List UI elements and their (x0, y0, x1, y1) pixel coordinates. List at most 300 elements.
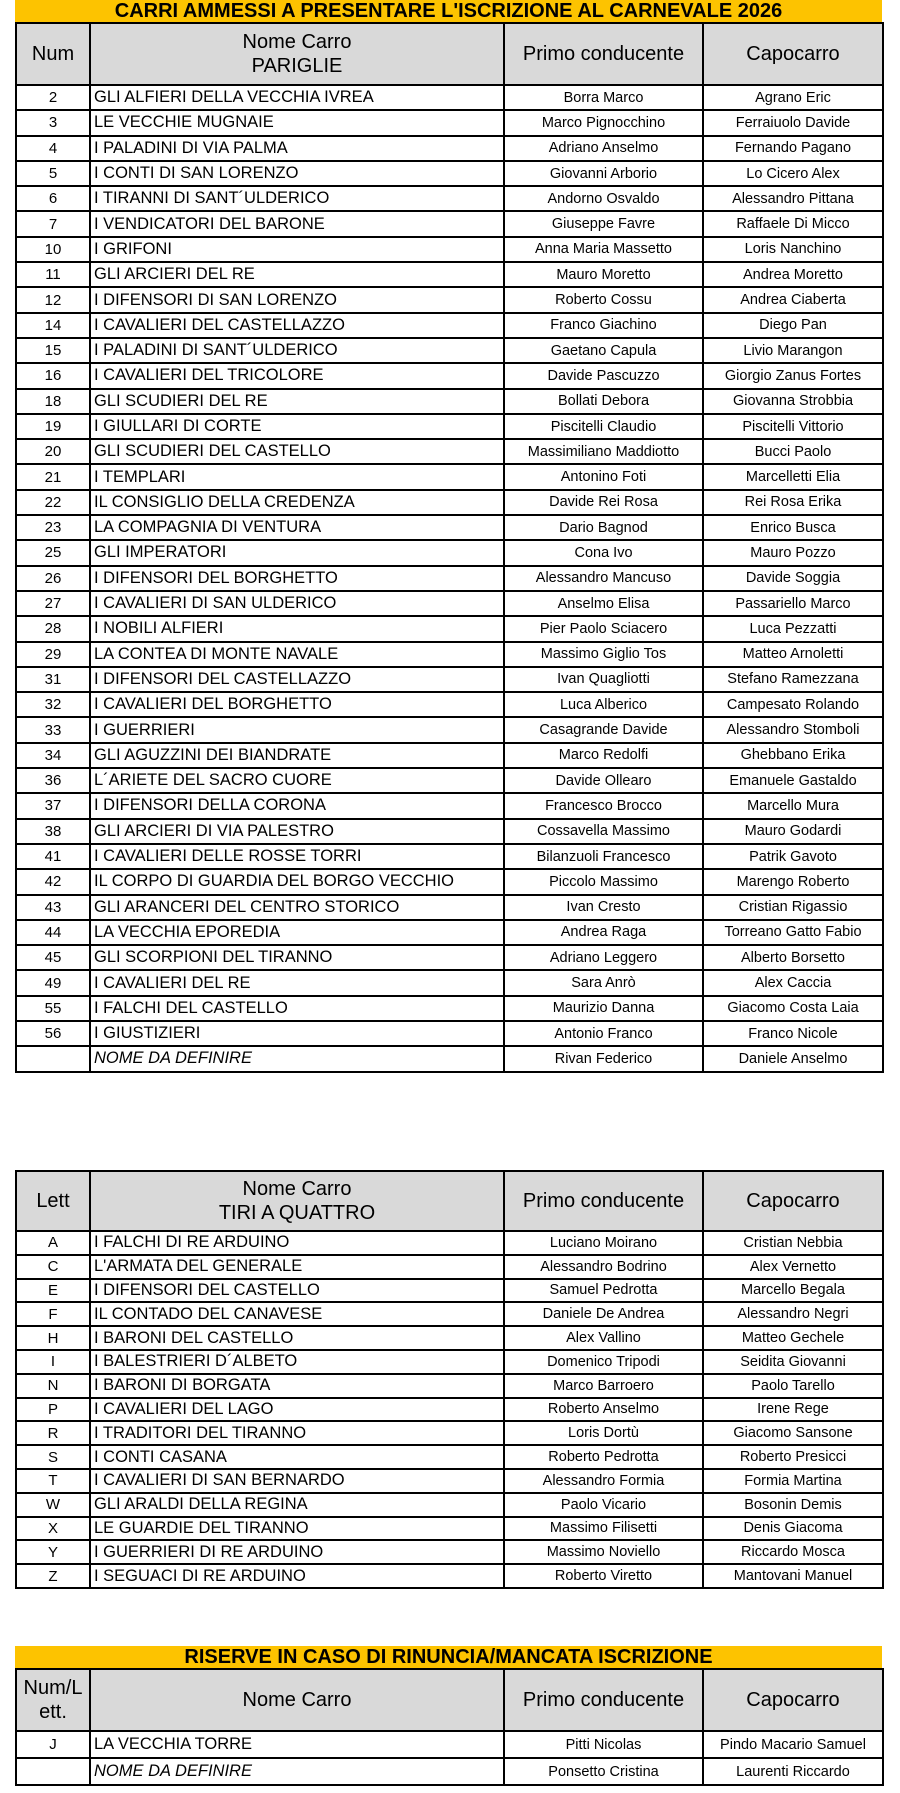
table-row (16, 1469, 883, 1493)
row-num: E (16, 1279, 90, 1303)
row-driver: Francesco Brocco (504, 793, 703, 818)
row-name: GLI SCORPIONI DEL TIRANNO (90, 945, 504, 970)
row-num: R (16, 1421, 90, 1445)
row-captain: Matteo Arnoletti (703, 642, 883, 667)
row-num: 56 (16, 1021, 90, 1046)
row-name: I CONTI DI SAN LORENZO (90, 161, 504, 186)
pariglie-table (15, 22, 884, 1073)
driver-header: Primo conducente (504, 1669, 703, 1731)
row-driver: Daniele De Andrea (504, 1302, 703, 1326)
row-driver: Marco Barroero (504, 1374, 703, 1398)
table-row (16, 945, 883, 970)
row-name: I CAVALIERI DEL RE (90, 970, 504, 995)
table-row (16, 161, 883, 186)
row-num: 55 (16, 996, 90, 1021)
row-name: I CAVALIERI DELLE ROSSE TORRI (90, 844, 504, 869)
row-name: LA VECCHIA TORRE (90, 1731, 504, 1758)
captain-header: Capocarro (703, 1171, 883, 1231)
row-num: 45 (16, 945, 90, 970)
name-header (90, 23, 504, 85)
row-name: I BALESTRIERI D´ALBETO (90, 1350, 504, 1374)
table-row (16, 313, 883, 338)
table-row (16, 1326, 883, 1350)
row-captain: Laurenti Riccardo (703, 1758, 883, 1785)
row-name: LA CONTEA DI MONTE NAVALE (90, 642, 504, 667)
table-row (16, 1445, 883, 1469)
row-captain: Marcello Begala (703, 1279, 883, 1303)
row-name: GLI ARCIERI DI VIA PALESTRO (90, 819, 504, 844)
row-num: Y (16, 1540, 90, 1564)
row-driver: Casagrande Davide (504, 717, 703, 742)
row-num: 22 (16, 490, 90, 515)
row-driver: Alessandro Bodrino (504, 1255, 703, 1279)
tiri-table (15, 1170, 884, 1589)
row-num: 36 (16, 768, 90, 793)
table-row (16, 743, 883, 768)
table-row (16, 768, 883, 793)
row-name: I FALCHI DEL CASTELLO (90, 996, 504, 1021)
row-driver: Anselmo Elisa (504, 591, 703, 616)
row-num: 31 (16, 667, 90, 692)
row-num: P (16, 1398, 90, 1422)
row-driver: Massimo Noviello (504, 1540, 703, 1564)
row-captain: Marcello Mura (703, 793, 883, 818)
row-name: I PALADINI DI VIA PALMA (90, 136, 504, 161)
row-name: I CAVALIERI DI SAN ULDERICO (90, 591, 504, 616)
row-driver: Massimo Giglio Tos (504, 642, 703, 667)
row-num: X (16, 1517, 90, 1541)
row-driver: Bollati Debora (504, 389, 703, 414)
table-row (16, 338, 883, 363)
row-captain: Mantovani Manuel (703, 1564, 883, 1588)
row-captain: Riccardo Mosca (703, 1540, 883, 1564)
row-driver: Luciano Moirano (504, 1231, 703, 1255)
table-row (16, 566, 883, 591)
table-row (16, 363, 883, 388)
row-captain: Lo Cicero Alex (703, 161, 883, 186)
row-driver: Adriano Leggero (504, 945, 703, 970)
row-captain: Livio Marangon (703, 338, 883, 363)
row-captain: Patrik Gavoto (703, 844, 883, 869)
row-name: I GUERRIERI DI RE ARDUINO (90, 1540, 504, 1564)
row-num: 18 (16, 389, 90, 414)
table-row (16, 414, 883, 439)
row-num: 38 (16, 819, 90, 844)
table-row (16, 1540, 883, 1564)
table-row (16, 110, 883, 135)
table-row (16, 237, 883, 262)
num-header: Num (16, 23, 90, 85)
row-captain: Paolo Tarello (703, 1374, 883, 1398)
row-driver: Maurizio Danna (504, 996, 703, 1021)
row-captain: Passariello Marco (703, 591, 883, 616)
row-captain: Fernando Pagano (703, 136, 883, 161)
row-name: I PALADINI DI SANT´ULDERICO (90, 338, 504, 363)
row-name: I GIULLARI DI CORTE (90, 414, 504, 439)
row-captain: Matteo Gechele (703, 1326, 883, 1350)
row-captain: Franco Nicole (703, 1021, 883, 1046)
row-driver: Loris Dortù (504, 1421, 703, 1445)
row-driver: Paolo Vicario (504, 1493, 703, 1517)
name-header-line1: Nome Carro (242, 1178, 352, 1200)
row-driver: Cossavella Massimo (504, 819, 703, 844)
row-name: I TIRANNI DI SANT´ULDERICO (90, 186, 504, 211)
row-name: I DIFENSORI DELLA CORONA (90, 793, 504, 818)
row-name: GLI ARCIERI DEL RE (90, 262, 504, 287)
row-captain: Giacomo Costa Laia (703, 996, 883, 1021)
row-captain: Loris Nanchino (703, 237, 883, 262)
row-captain: Alberto Borsetto (703, 945, 883, 970)
row-captain: Piscitelli Vittorio (703, 414, 883, 439)
row-driver: Antonino Foti (504, 464, 703, 489)
table-row (16, 186, 883, 211)
name-header (90, 1171, 504, 1231)
row-num: 3 (16, 110, 90, 135)
row-name: GLI AGUZZINI DEI BIANDRATE (90, 743, 504, 768)
table-row (16, 1493, 883, 1517)
row-num: 5 (16, 161, 90, 186)
row-name: I GUERRIERI (90, 717, 504, 742)
row-num: 14 (16, 313, 90, 338)
table-row (16, 1731, 883, 1758)
row-driver: Domenico Tripodi (504, 1350, 703, 1374)
table-row (16, 793, 883, 818)
row-captain: Cristian Nebbia (703, 1231, 883, 1255)
row-num: 19 (16, 414, 90, 439)
table-row (16, 85, 883, 110)
row-name: I SEGUACI DI RE ARDUINO (90, 1564, 504, 1588)
tiri-header-row (16, 1171, 883, 1231)
row-name: I GRIFONI (90, 237, 504, 262)
row-driver: Mauro Moretto (504, 262, 703, 287)
table-row (16, 540, 883, 565)
row-driver: Samuel Pedrotta (504, 1279, 703, 1303)
row-driver: Borra Marco (504, 85, 703, 110)
captain-header: Capocarro (703, 1669, 883, 1731)
row-captain: Raffaele Di Micco (703, 211, 883, 236)
row-name: IL CORPO DI GUARDIA DEL BORGO VECCHIO (90, 869, 504, 894)
row-driver: Roberto Pedrotta (504, 1445, 703, 1469)
row-num: 25 (16, 540, 90, 565)
row-num: H (16, 1326, 90, 1350)
row-name: IL CONTADO DEL CANAVESE (90, 1302, 504, 1326)
row-name: LE VECCHIE MUGNAIE (90, 110, 504, 135)
table-row (16, 996, 883, 1021)
row-driver: Ivan Cresto (504, 895, 703, 920)
row-name: LA VECCHIA EPOREDIA (90, 920, 504, 945)
riserve-header-row (16, 1669, 883, 1731)
row-captain: Roberto Presicci (703, 1445, 883, 1469)
row-captain: Alex Caccia (703, 970, 883, 995)
row-num: 27 (16, 591, 90, 616)
row-num: 43 (16, 895, 90, 920)
row-num: I (16, 1350, 90, 1374)
name-header-line1: Nome Carro (242, 31, 352, 53)
row-driver: Anna Maria Massetto (504, 237, 703, 262)
row-driver: Roberto Viretto (504, 1564, 703, 1588)
row-captain: Irene Rege (703, 1398, 883, 1422)
row-driver: Sara Anrò (504, 970, 703, 995)
row-driver: Andorno Osvaldo (504, 186, 703, 211)
row-name: I CAVALIERI DEL BORGHETTO (90, 692, 504, 717)
name-header: Nome Carro (90, 1669, 504, 1731)
row-num: 21 (16, 464, 90, 489)
row-driver: Cona Ivo (504, 540, 703, 565)
row-name: LA COMPAGNIA DI VENTURA (90, 515, 504, 540)
table-row (16, 439, 883, 464)
table-row (16, 1350, 883, 1374)
table-row (16, 844, 883, 869)
row-captain: Rei Rosa Erika (703, 490, 883, 515)
row-captain: Campesato Rolando (703, 692, 883, 717)
table-row (16, 287, 883, 312)
row-driver: Rivan Federico (504, 1046, 703, 1071)
table-row (16, 1421, 883, 1445)
row-num: N (16, 1374, 90, 1398)
row-captain: Stefano Ramezzana (703, 667, 883, 692)
table-row (16, 515, 883, 540)
row-num: 42 (16, 869, 90, 894)
row-num: Z (16, 1564, 90, 1588)
row-name: I CAVALIERI DEL LAGO (90, 1398, 504, 1422)
row-captain: Alessandro Stomboli (703, 717, 883, 742)
table-row (16, 262, 883, 287)
num-lett-header-line1: Num/L (23, 1677, 83, 1699)
row-num: 16 (16, 363, 90, 388)
row-captain: Mauro Pozzo (703, 540, 883, 565)
row-captain: Andrea Moretto (703, 262, 883, 287)
reserve-banner: RISERVE IN CASO DI RINUNCIA/MANCATA ISCRIZIONE (15, 1646, 882, 1668)
row-name: NOME DA DEFINIRE (90, 1758, 504, 1785)
riserve-table (15, 1668, 884, 1786)
row-name: I CONTI CASANA (90, 1445, 504, 1469)
row-num: 20 (16, 439, 90, 464)
row-name: I DIFENSORI DI SAN LORENZO (90, 287, 504, 312)
row-num: 49 (16, 970, 90, 995)
row-driver: Franco Giachino (504, 313, 703, 338)
row-num: 28 (16, 616, 90, 641)
row-driver: Giovanni Arborio (504, 161, 703, 186)
driver-header: Primo conducente (504, 1171, 703, 1231)
row-driver: Piccolo Massimo (504, 869, 703, 894)
row-captain: Marengo Roberto (703, 869, 883, 894)
row-num: 44 (16, 920, 90, 945)
row-captain: Emanuele Gastaldo (703, 768, 883, 793)
row-num: 4 (16, 136, 90, 161)
row-num: 15 (16, 338, 90, 363)
row-num (16, 1758, 90, 1785)
row-name: L´ARIETE DEL SACRO CUORE (90, 768, 504, 793)
row-captain: Cristian Rigassio (703, 895, 883, 920)
row-driver: Antonio Franco (504, 1021, 703, 1046)
table-row (16, 1279, 883, 1303)
table-row (16, 1255, 883, 1279)
row-num: J (16, 1731, 90, 1758)
num-lett-header-line2: ett. (39, 1701, 67, 1723)
row-driver: Giuseppe Favre (504, 211, 703, 236)
row-name: GLI IMPERATORI (90, 540, 504, 565)
row-name: I TRADITORI DEL TIRANNO (90, 1421, 504, 1445)
row-num (16, 1046, 90, 1071)
table-row (16, 869, 883, 894)
table-row (16, 717, 883, 742)
num-lett-header (16, 1669, 90, 1731)
row-captain: Agrano Eric (703, 85, 883, 110)
page-title-banner: CARRI AMMESSI A PRESENTARE L'ISCRIZIONE AL CARNEVALE 2026 (15, 0, 882, 22)
row-name: I NOBILI ALFIERI (90, 616, 504, 641)
row-driver: Adriano Anselmo (504, 136, 703, 161)
row-num: S (16, 1445, 90, 1469)
row-captain: Formia Martina (703, 1469, 883, 1493)
row-name: I CAVALIERI DI SAN BERNARDO (90, 1469, 504, 1493)
row-num: 32 (16, 692, 90, 717)
row-name: GLI ARALDI DELLA REGINA (90, 1493, 504, 1517)
row-driver: Davide Pascuzzo (504, 363, 703, 388)
row-captain: Giovanna Strobbia (703, 389, 883, 414)
row-driver: Luca Alberico (504, 692, 703, 717)
row-driver: Andrea Raga (504, 920, 703, 945)
row-num: 6 (16, 186, 90, 211)
table-row (16, 895, 883, 920)
row-captain: Davide Soggia (703, 566, 883, 591)
row-name: I BARONI DEL CASTELLO (90, 1326, 504, 1350)
row-num: W (16, 1493, 90, 1517)
row-driver: Marco Pignocchino (504, 110, 703, 135)
row-num: 41 (16, 844, 90, 869)
row-captain: Alessandro Negri (703, 1302, 883, 1326)
table-row (16, 616, 883, 641)
table-row (16, 970, 883, 995)
category-label: TIRI A QUATTRO (218, 1202, 376, 1224)
row-captain: Enrico Busca (703, 515, 883, 540)
row-driver: Pier Paolo Sciacero (504, 616, 703, 641)
table-row (16, 819, 883, 844)
table-row (16, 1758, 883, 1785)
table-row (16, 1231, 883, 1255)
row-driver: Alex Vallino (504, 1326, 703, 1350)
row-driver: Massimiliano Maddiotto (504, 439, 703, 464)
row-name: IL CONSIGLIO DELLA CREDENZA (90, 490, 504, 515)
row-captain: Marcelletti Elia (703, 464, 883, 489)
row-name: I TEMPLARI (90, 464, 504, 489)
row-driver: Alessandro Mancuso (504, 566, 703, 591)
row-driver: Gaetano Capula (504, 338, 703, 363)
table-row (16, 1374, 883, 1398)
row-num: A (16, 1231, 90, 1255)
table-row (16, 1564, 883, 1588)
row-name: I BARONI DI BORGATA (90, 1374, 504, 1398)
category-label: PARIGLIE (251, 55, 343, 77)
table-row (16, 642, 883, 667)
row-driver: Marco Redolfi (504, 743, 703, 768)
row-driver: Pitti Nicolas (504, 1731, 703, 1758)
row-name: NOME DA DEFINIRE (90, 1046, 504, 1071)
row-name: I DIFENSORI DEL CASTELLAZZO (90, 667, 504, 692)
row-num: 7 (16, 211, 90, 236)
table-row (16, 667, 883, 692)
row-driver: Bilanzuoli Francesco (504, 844, 703, 869)
table-row (16, 464, 883, 489)
row-driver: Roberto Cossu (504, 287, 703, 312)
row-driver: Davide Rei Rosa (504, 490, 703, 515)
row-name: L'ARMATA DEL GENERALE (90, 1255, 504, 1279)
row-captain: Giorgio Zanus Fortes (703, 363, 883, 388)
table-row (16, 1046, 883, 1071)
row-captain: Torreano Gatto Fabio (703, 920, 883, 945)
table-row (16, 1302, 883, 1326)
row-num: T (16, 1469, 90, 1493)
row-driver: Dario Bagnod (504, 515, 703, 540)
row-name: GLI ALFIERI DELLA VECCHIA IVREA (90, 85, 504, 110)
row-name: I DIFENSORI DEL CASTELLO (90, 1279, 504, 1303)
row-name: GLI SCUDIERI DEL CASTELLO (90, 439, 504, 464)
row-name: I DIFENSORI DEL BORGHETTO (90, 566, 504, 591)
row-driver: Ponsetto Cristina (504, 1758, 703, 1785)
table-row (16, 920, 883, 945)
row-captain: Ghebbano Erika (703, 743, 883, 768)
table-row (16, 591, 883, 616)
row-captain: Luca Pezzatti (703, 616, 883, 641)
row-driver: Alessandro Formia (504, 1469, 703, 1493)
row-captain: Giacomo Sansone (703, 1421, 883, 1445)
table-row (16, 692, 883, 717)
row-num: F (16, 1302, 90, 1326)
row-captain: Alex Vernetto (703, 1255, 883, 1279)
table-row (16, 1021, 883, 1046)
table-row (16, 136, 883, 161)
row-num: 10 (16, 237, 90, 262)
row-captain: Bucci Paolo (703, 439, 883, 464)
row-num: 26 (16, 566, 90, 591)
row-captain: Andrea Ciaberta (703, 287, 883, 312)
row-captain: Seidita Giovanni (703, 1350, 883, 1374)
row-captain: Daniele Anselmo (703, 1046, 883, 1071)
row-num: 34 (16, 743, 90, 768)
row-num: 37 (16, 793, 90, 818)
row-driver: Roberto Anselmo (504, 1398, 703, 1422)
driver-header: Primo conducente (504, 23, 703, 85)
row-num: 23 (16, 515, 90, 540)
row-captain: Alessandro Pittana (703, 186, 883, 211)
row-num: 33 (16, 717, 90, 742)
row-name: I GIUSTIZIERI (90, 1021, 504, 1046)
row-name: GLI SCUDIERI DEL RE (90, 389, 504, 414)
table-row (16, 211, 883, 236)
row-num: 2 (16, 85, 90, 110)
table-row (16, 490, 883, 515)
row-captain: Diego Pan (703, 313, 883, 338)
row-captain: Bosonin Demis (703, 1493, 883, 1517)
table-row (16, 1517, 883, 1541)
row-driver: Davide Ollearo (504, 768, 703, 793)
row-captain: Denis Giacoma (703, 1517, 883, 1541)
row-num: 12 (16, 287, 90, 312)
row-name: I VENDICATORI DEL BARONE (90, 211, 504, 236)
row-name: I FALCHI DI RE ARDUINO (90, 1231, 504, 1255)
row-num: 29 (16, 642, 90, 667)
table-row (16, 389, 883, 414)
pariglie-header-row (16, 23, 883, 85)
row-captain: Pindo Macario Samuel (703, 1731, 883, 1758)
row-name: LE GUARDIE DEL TIRANNO (90, 1517, 504, 1541)
row-driver: Massimo Filisetti (504, 1517, 703, 1541)
row-captain: Mauro Godardi (703, 819, 883, 844)
lett-header: Lett (16, 1171, 90, 1231)
row-name: GLI ARANCERI DEL CENTRO STORICO (90, 895, 504, 920)
row-driver: Piscitelli Claudio (504, 414, 703, 439)
row-driver: Ivan Quagliotti (504, 667, 703, 692)
row-num: 11 (16, 262, 90, 287)
